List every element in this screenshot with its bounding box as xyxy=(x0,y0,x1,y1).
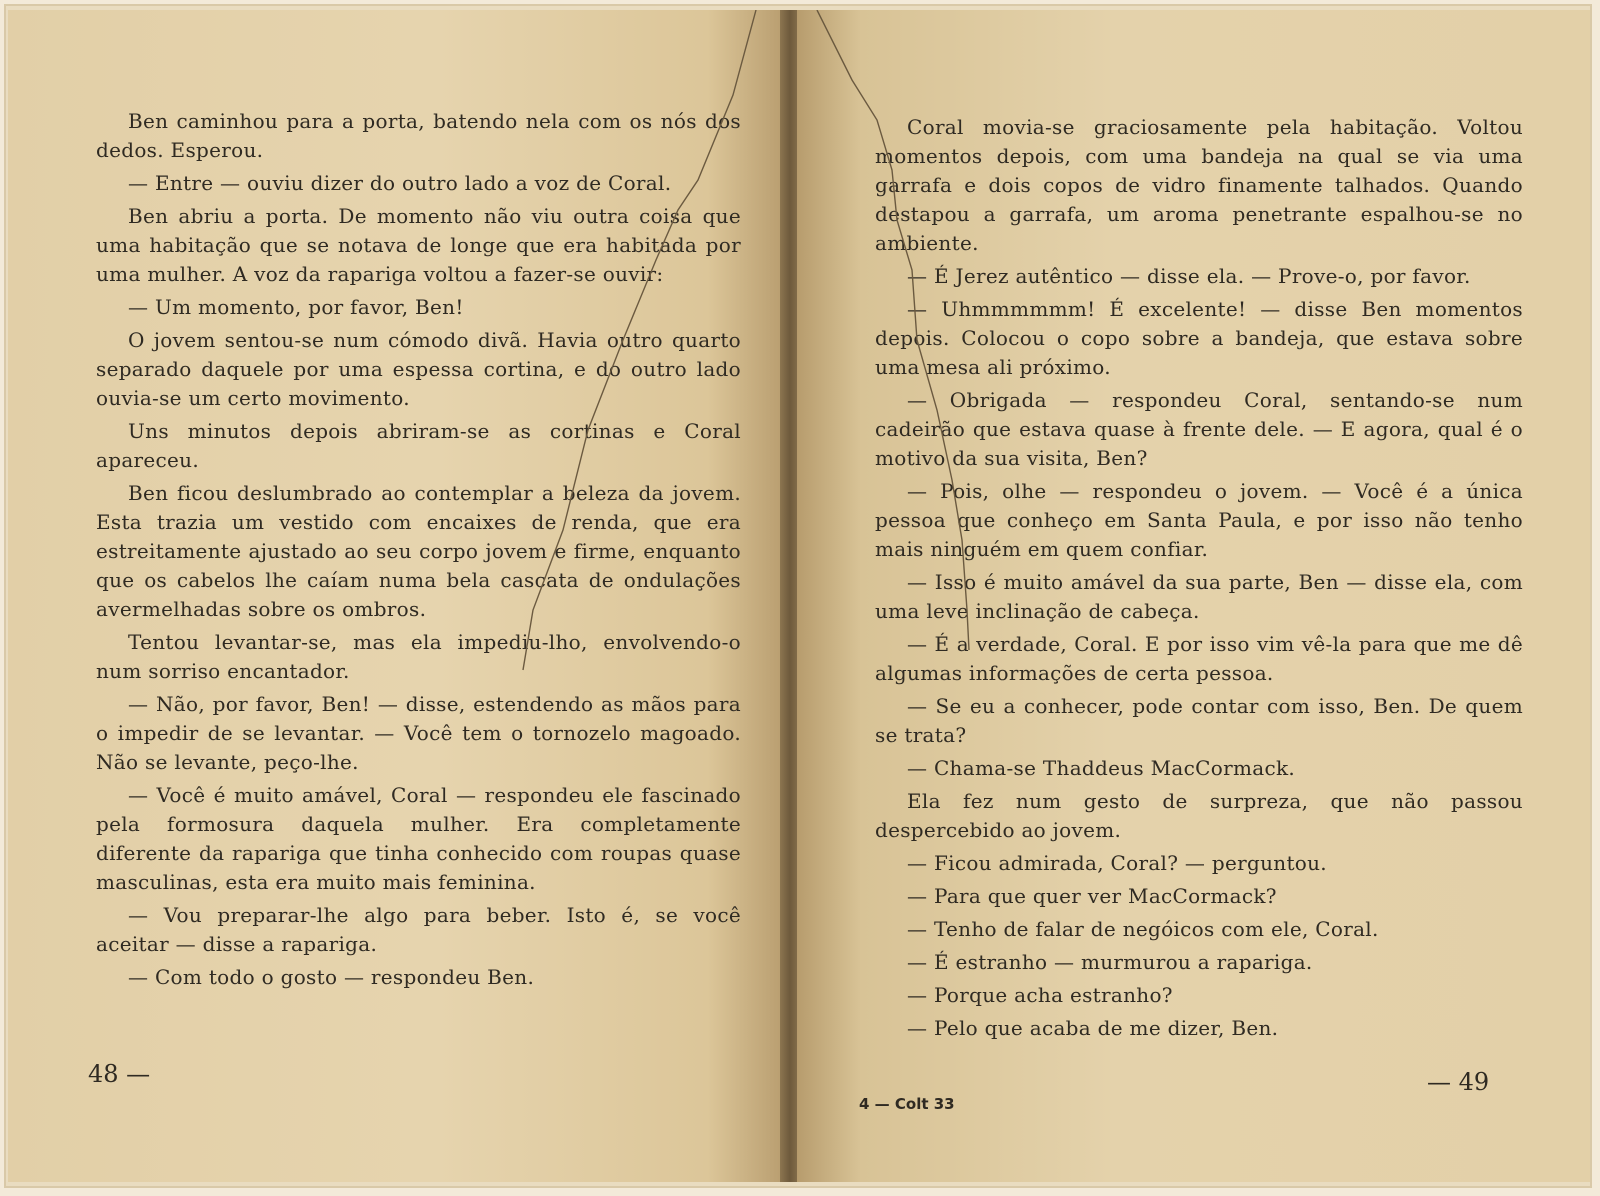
paragraph: — Porque acha estranho? xyxy=(907,983,1173,1007)
right-page-text xyxy=(875,113,1523,1047)
paragraph: O jovem sentou-se num cómodo divã. Havia outro quarto separado daquele por uma espessa cortina, e do outro lado ouvia-se um certo movimento. xyxy=(96,328,741,410)
paragraph: — Obrigada — respondeu Coral, sentando-se num cadeirão que estava quase à frente dele. — E agora, qual é o motivo da sua visita, Ben? xyxy=(875,388,1523,470)
paragraph: Ela fez num gesto de surpreza, que não passou despercebido ao jovem. xyxy=(875,789,1523,842)
signature-mark: 4 — Colt 33 xyxy=(859,1095,955,1113)
paragraph: — É a verdade, Coral. E por isso vim vê-la para que me dê algumas informações de certa pessoa. xyxy=(875,632,1523,685)
page-number-left: 48 — xyxy=(88,1060,151,1088)
paragraph: — Pois, olhe — respondeu o jovem. — Você é a única pessoa que conheço em Santa Paula, e por isso não tenho mais ninguém em quem confiar. xyxy=(875,479,1523,561)
paragraph: Ben caminhou para a porta, batendo nela com os nós dos dedos. Esperou. xyxy=(96,109,741,162)
paragraph: — Isso é muito amável da sua parte, Ben — disse ela, com uma leve inclinação de cabeça. xyxy=(875,570,1523,623)
left-page xyxy=(8,10,785,1182)
paragraph: Ben abriu a porta. De momento não viu outra coisa que uma habitação que se notava de longe que era habitada por uma mulher. A voz da rapariga voltou a fazer-se ouvir: xyxy=(96,204,741,286)
paragraph: — Uhmmmmmm! É excelente! — disse Ben momentos depois. Colocou o copo sobre a bandeja, que estava sobre uma mesa ali próximo. xyxy=(875,297,1523,379)
paragraph: — Para que quer ver MacCormack? xyxy=(907,884,1277,908)
paragraph: — Entre — ouviu dizer do outro lado a voz de Coral. xyxy=(128,171,672,195)
paragraph: — É Jerez autêntico — disse ela. — Prove-o, por favor. xyxy=(907,264,1471,288)
paragraph: — É estranho — murmurou a rapariga. xyxy=(907,950,1313,974)
right-page xyxy=(797,10,1590,1182)
paragraph: — Se eu a conhecer, pode contar com isso, Ben. De quem se trata? xyxy=(875,694,1523,747)
paragraph: Coral movia-se graciosamente pela habitação. Voltou momentos depois, com uma bandeja na qual se via uma garrafa e dois copos de vidro finamente talhados. Quando destapou a garrafa, um aroma penetrante espalhou-se no ambiente. xyxy=(875,115,1523,255)
paragraph: — Pelo que acaba de me dizer, Ben. xyxy=(907,1016,1279,1040)
paragraph: Ben ficou deslumbrado ao contemplar a beleza da jovem. Esta trazia um vestido com encaixes de renda, que era estreitamente ajustado ao seu corpo jovem e firme, enquanto que os cabelos lhe caíam numa bela cascata de ondulações avermelhadas sobre os ombros. xyxy=(96,481,741,621)
paragraph: — Você é muito amável, Coral — respondeu ele fascinado pela formosura daquela mulher. Era completamente diferente da rapariga que tinha conhecido com roupas quase masculinas, esta era muito mais feminina. xyxy=(96,783,741,894)
paragraph: Tentou levantar-se, mas ela impediu-lho, envolvendo-o num sorriso encantador. xyxy=(96,630,741,683)
page-number-right: — 49 xyxy=(1427,1068,1490,1096)
paragraph: — Um momento, por favor, Ben! xyxy=(128,295,464,319)
left-page-text xyxy=(96,107,741,996)
paragraph: — Não, por favor, Ben! — disse, estendendo as mãos para o impedir de se levantar. — Você tem o tornozelo magoado. Não se levante, peço-lhe. xyxy=(96,692,741,774)
paragraph: — Ficou admirada, Coral? — perguntou. xyxy=(907,851,1327,875)
paragraph: — Com todo o gosto — respondeu Ben. xyxy=(128,965,535,989)
paragraph: — Tenho de falar de negóicos com ele, Coral. xyxy=(907,917,1379,941)
paragraph: — Vou preparar-lhe algo para beber. Isto é, se você aceitar — disse a rapariga. xyxy=(96,903,741,956)
paragraph: — Chama-se Thaddeus MacCormack. xyxy=(907,756,1296,780)
paragraph: Uns minutos depois abriram-se as cortinas e Coral apareceu. xyxy=(96,419,741,472)
